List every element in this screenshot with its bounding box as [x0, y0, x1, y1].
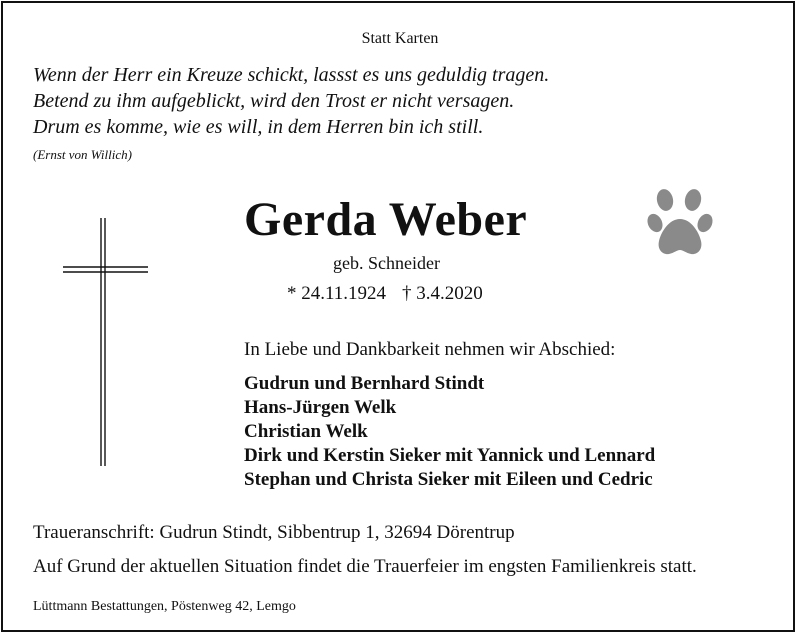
- mourner-line: Hans-Jürgen Welk: [244, 397, 397, 418]
- paw-icon: [647, 188, 719, 260]
- deceased-name: Gerda Weber: [244, 193, 528, 246]
- header-statt-karten: Statt Karten: [361, 30, 439, 47]
- maiden-name: geb. Schneider: [333, 253, 440, 273]
- poem-line-1: Wenn der Herr ein Kreuze schickt, lassst es uns geduldig tragen.: [33, 64, 550, 86]
- poem-line-2: Betend zu ihm aufgeblickt, wird den Trost er nicht versagen.: [33, 90, 515, 112]
- mourners-list: [244, 372, 655, 492]
- death-date: † 3.4.2020: [402, 283, 483, 304]
- farewell-intro: In Liebe und Dankbarkeit nehmen wir Abschied:: [244, 339, 616, 360]
- mourning-address: Traueranschrift: Gudrun Stindt, Sibbentrup 1, 32694 Dörentrup: [33, 522, 515, 543]
- mourner-line: Gudrun und Bernhard Stindt: [244, 373, 485, 394]
- mourner-line: Dirk und Kerstin Sieker mit Yannick und Lennard: [244, 445, 656, 466]
- funeral-note: Auf Grund der aktuellen Situation findet die Trauerfeier im engsten Familienkreis statt.: [33, 556, 697, 577]
- mourner-line: Stephan und Christa Sieker mit Eileen und Cedric: [244, 469, 653, 490]
- poem-line-3: Drum es komme, wie es will, in dem Herren bin ich still.: [33, 116, 484, 138]
- birth-date: * 24.11.1924: [287, 283, 387, 304]
- poem-attribution: (Ernst von Willich): [33, 147, 132, 162]
- life-dates: [287, 283, 483, 305]
- cross-icon: [60, 218, 152, 470]
- undertaker-info: Lüttmann Bestattungen, Pöstenweg 42, Lemgo: [33, 599, 296, 614]
- mourner-line: Christian Welk: [244, 421, 368, 442]
